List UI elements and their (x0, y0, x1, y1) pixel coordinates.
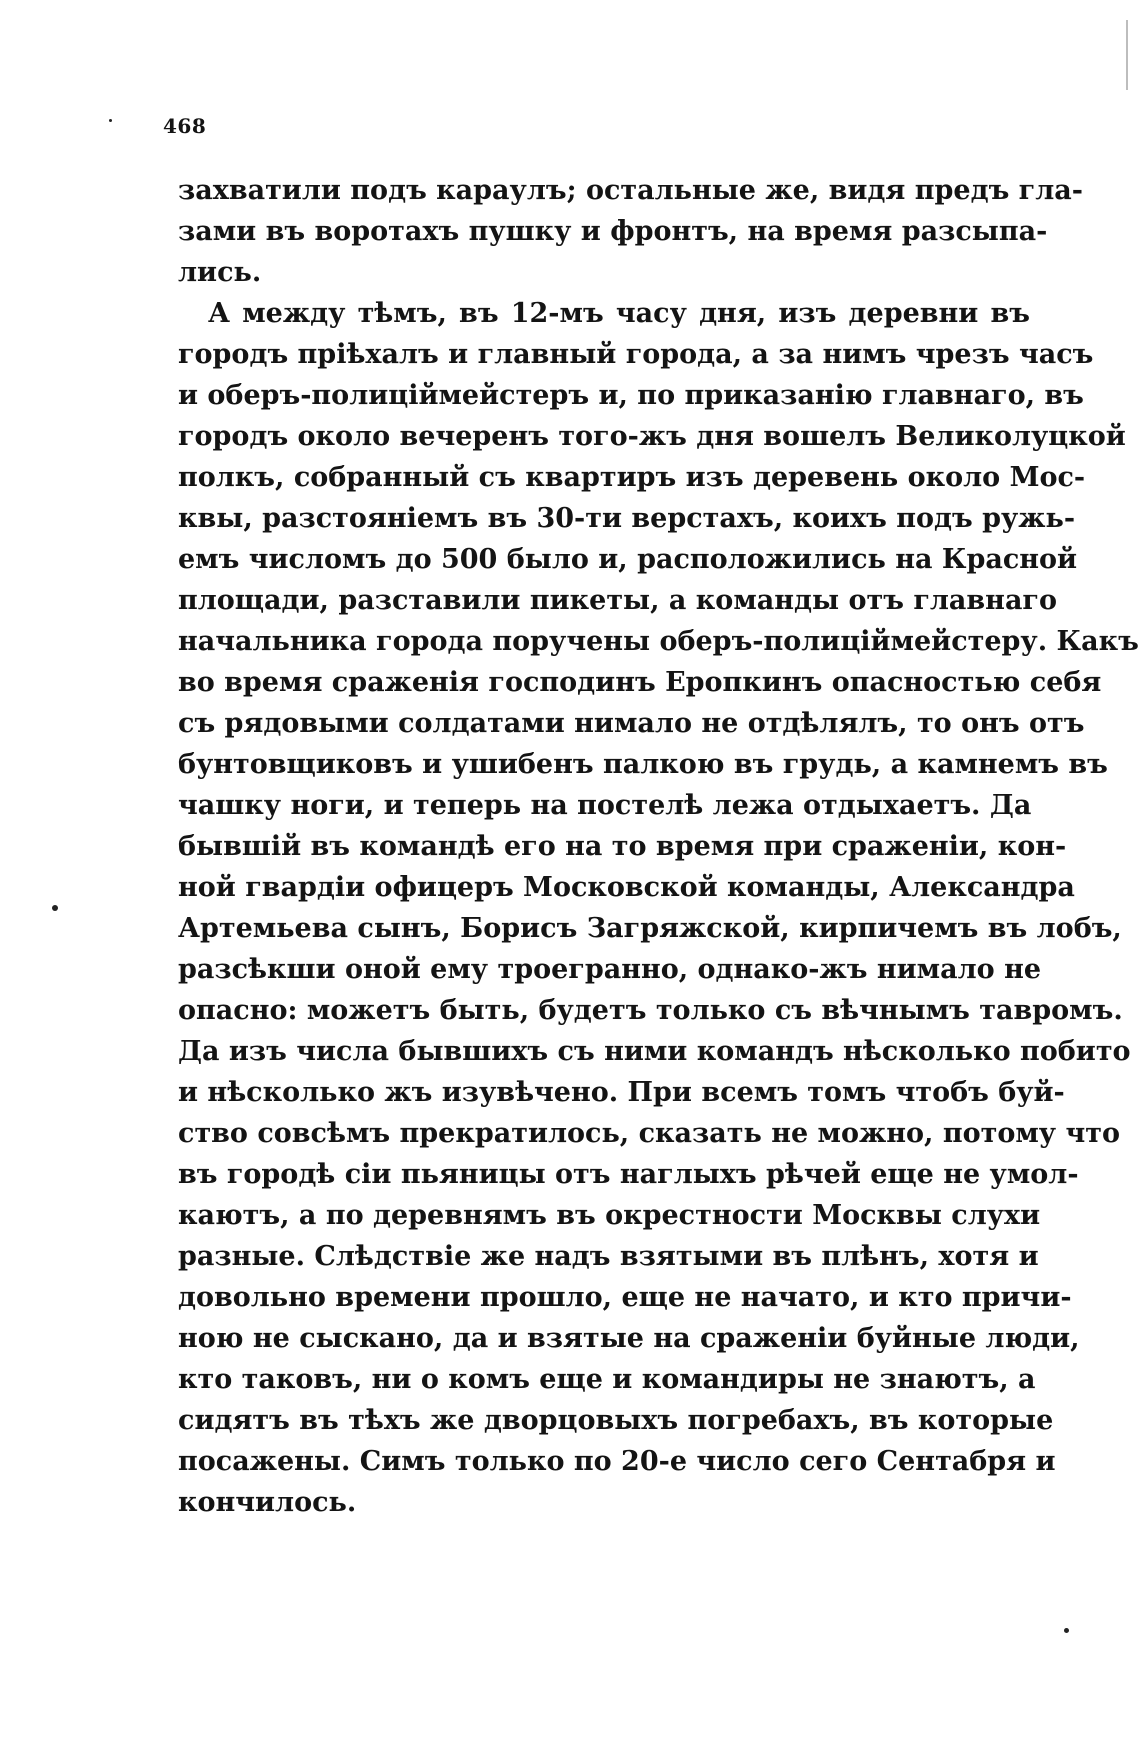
text-line: чашку ноги, и теперь на постелѣ лежа отдыхаетъ. Да (178, 790, 1032, 821)
text-line: полкъ, собранный съ квартиръ изъ деревень около Мос- (178, 462, 1086, 493)
text-line: А между тѣмъ, въ 12-мъ часу дня, изъ деревни въ (208, 298, 1030, 329)
scan-speck (1064, 1628, 1069, 1633)
text-line: кто таковъ, ни о комъ еще и командиры не знаютъ, а (178, 1364, 1036, 1395)
text-line: разсѣкши оной ему троегранно, однако-жъ нимало не (178, 954, 1042, 985)
text-line: начальника города поручены оберъ-полиціймейстеру. Какъ (178, 626, 1139, 657)
scan-edge-mark (1126, 20, 1128, 90)
text-line: сидятъ въ тѣхъ же дворцовыхъ погребахъ, въ которые (178, 1405, 1054, 1436)
text-line: каютъ, а по деревнямъ въ окрестности Москвы слухи (178, 1200, 1041, 1231)
text-line: разные. Слѣдствіе же надъ взятыми въ плѣнъ, хотя и (178, 1241, 1039, 1272)
body-text (178, 170, 1139, 1564)
text-line: опасно: можетъ быть, будетъ только съ вѣчнымъ тавромъ. (178, 995, 1123, 1026)
text-line: емъ числомъ до 500 было и, расположились на Красной (178, 544, 1078, 575)
text-line: и нѣсколько жъ изувѣчено. При всемъ томъ чтобъ буй- (178, 1077, 1065, 1108)
text-line: зами въ воротахъ пушку и фронтъ, на время разсыпа- (178, 216, 1048, 247)
text-line: посажены. Симъ только по 20-е число сего Сентабря и (178, 1446, 1056, 1477)
text-line: въ городѣ сіи пьяницы отъ наглыхъ рѣчей еще не умол- (178, 1159, 1079, 1190)
text-line: Артемьева сынъ, Борисъ Загряжской, кирпичемъ въ лобъ, (178, 913, 1122, 944)
text-line: захватили подъ караулъ; остальные же, видя предъ гла- (178, 175, 1083, 206)
text-line: городъ пріѣхалъ и главный города, а за нимъ чрезъ часъ (178, 339, 1094, 370)
text-line: ною не сыскано, да и взятые на сраженіи буйные люди, (178, 1323, 1080, 1354)
scan-speck (109, 119, 112, 122)
text-line: ной гвардіи офицеръ Московской команды, Александра (178, 872, 1075, 903)
text-line: во время сраженія господинъ Еропкинъ опасностью себя (178, 667, 1102, 698)
text-line: кончилось. (178, 1487, 357, 1518)
text-line: Да изъ числа бывшихъ съ ними командъ нѣсколько побито (178, 1036, 1131, 1067)
text-line: площади, разставили пикеты, а команды отъ главнаго (178, 585, 1057, 616)
text-line: бунтовщиковъ и ушибенъ палкою въ грудь, а камнемъ въ (178, 749, 1108, 780)
text-line: ство совсѣмъ прекратилось, сказать не можно, потому что (178, 1118, 1120, 1149)
text-line: и оберъ-полиціймейстеръ и, по приказанію главнаго, въ (178, 380, 1084, 411)
page-number: 468 (163, 114, 207, 138)
text-line: городъ около вечеренъ того-жъ дня вошелъ Великолуцкой (178, 421, 1126, 452)
text-line: съ рядовыми солдатами нимало не отдѣлялъ, то онъ отъ (178, 708, 1085, 739)
text-line: лись. (178, 257, 262, 288)
text-line: бывшій въ командѣ его на то время при сраженіи, кон- (178, 831, 1067, 862)
text-line: квы, разстояніемъ въ 30-ти верстахъ, коихъ подъ ружь- (178, 503, 1076, 534)
text-line (178, 1523, 1030, 1564)
scan-speck (52, 905, 58, 911)
text-line: довольно времени прошло, еще не начато, и кто причи- (178, 1282, 1072, 1313)
